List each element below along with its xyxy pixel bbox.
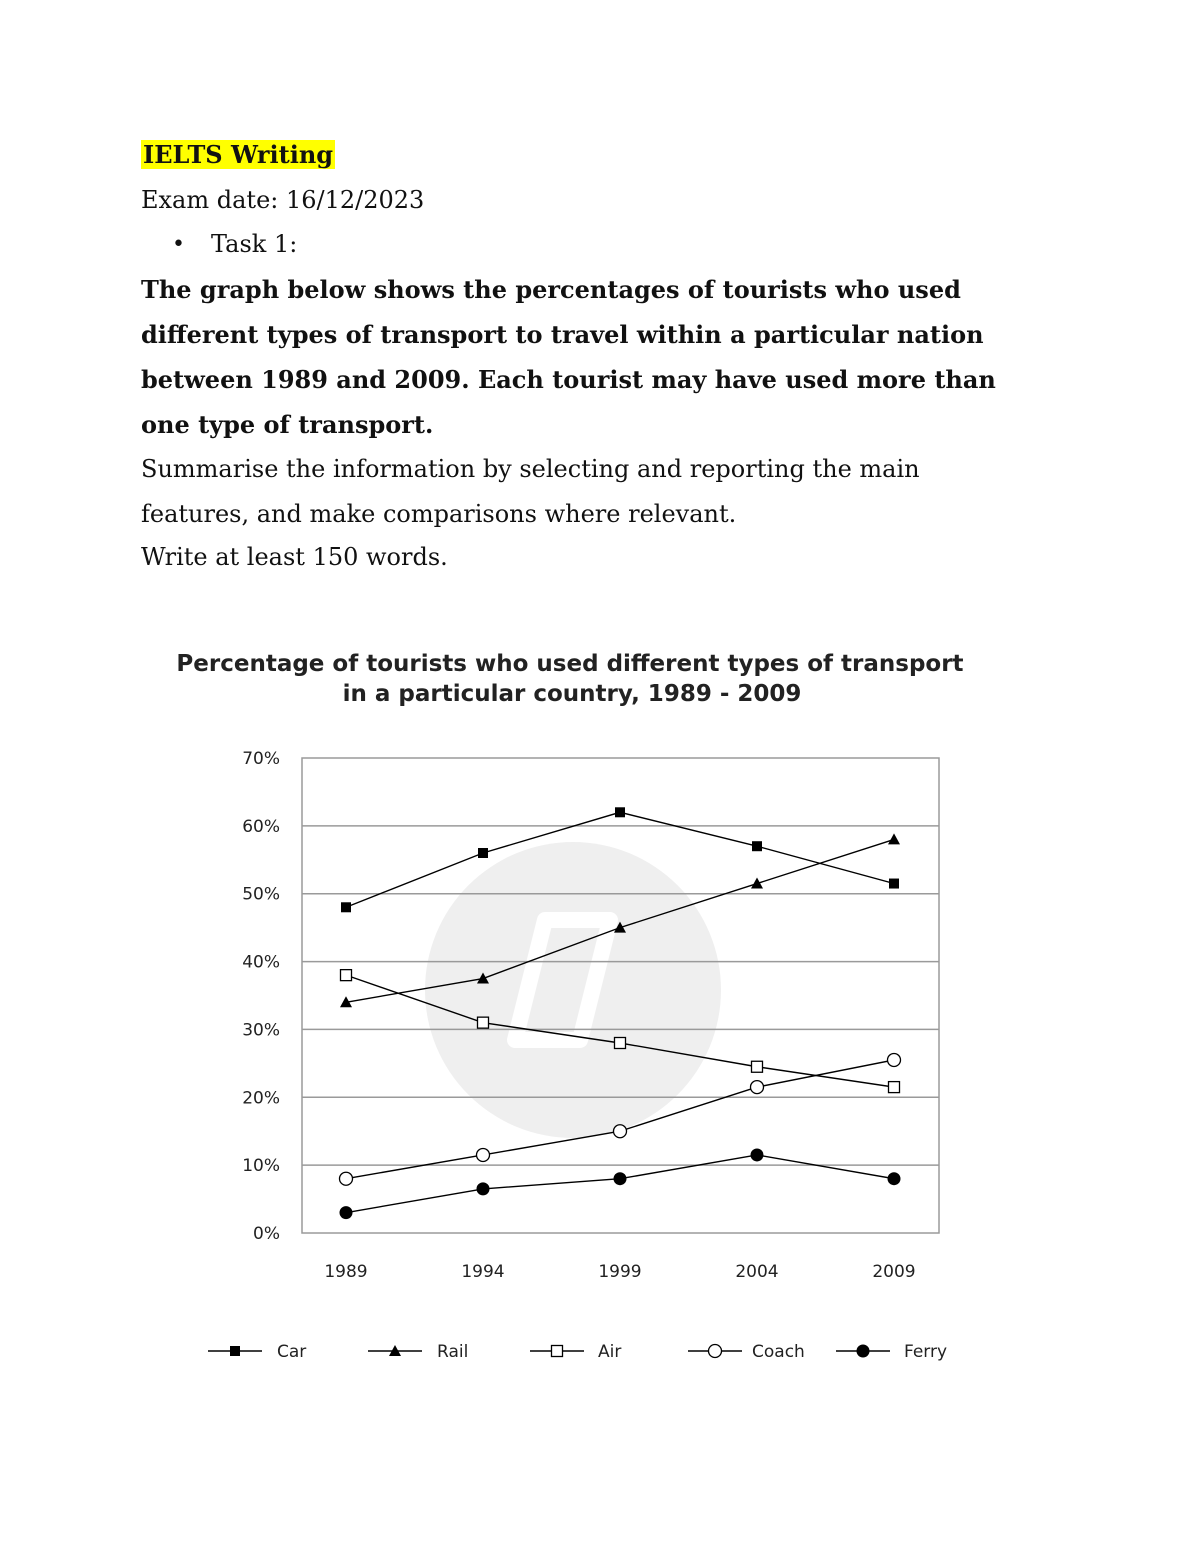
task-label: Task 1: [211,230,298,258]
watermark-logo [425,842,721,1138]
y-tick-label: 70% [242,749,280,769]
line-chart [0,620,1200,1400]
y-tick-label: 10% [242,1156,280,1177]
data-point-ferry [614,1172,627,1185]
y-tick-label: 60% [242,816,280,837]
data-point-car [752,841,762,851]
x-tick-label: 1994 [461,1262,505,1282]
data-point-coach [888,1053,901,1066]
data-point-car [478,848,488,858]
data-point-ferry [751,1148,764,1161]
data-point-ferry [477,1182,490,1195]
y-tick-label: 0% [253,1224,280,1244]
instruction-line-2: features, and make comparisons where relevant. [141,500,737,528]
data-point-car [889,879,899,889]
prompt-line-4: one type of transport. [141,410,434,439]
x-tick-label: 1989 [324,1262,368,1282]
legend-marker-air [552,1346,563,1357]
legend-label-coach: Coach [752,1342,805,1362]
data-point-ferry [888,1172,901,1185]
legend-marker-coach [709,1345,722,1358]
exam-date: Exam date: 16/12/2023 [141,186,425,214]
bullet-icon: • [172,232,185,257]
legend-label-air: Air [598,1342,622,1362]
legend-label-ferry: Ferry [904,1342,948,1362]
data-point-air [615,1038,626,1049]
watermark-circle [425,842,721,1138]
y-tick-label: 50% [242,884,280,905]
instruction-line-3: Write at least 150 words. [141,543,448,571]
data-point-car [615,807,625,817]
data-point-coach [751,1081,764,1094]
prompt-line-1: The graph below shows the percentages of tourists who used [141,275,961,304]
x-tick-label: 1999 [598,1262,642,1282]
instruction-line-1: Summarise the information by selecting and reporting the main [141,455,920,483]
data-point-air [752,1061,763,1072]
legend-marker-car [230,1346,240,1356]
prompt-line-3: between 1989 and 2009. Each tourist may have used more than [141,365,996,394]
prompt-line-2: different types of transport to travel within a particular nation [141,320,984,349]
data-point-coach [477,1148,490,1161]
chart-title-line-1: Percentage of tourists who used different types of transport [176,651,964,677]
legend-marker-ferry [857,1345,870,1358]
y-tick-label: 30% [242,1020,280,1041]
data-point-coach [614,1125,627,1138]
chart-title-line-2: in a particular country, 1989 - 2009 [342,681,802,707]
heading-line [141,140,335,169]
y-tick-label: 20% [242,1088,280,1109]
data-point-car [341,902,351,912]
legend-label-rail: Rail [437,1342,469,1362]
data-point-ferry [340,1206,353,1219]
data-point-air [478,1017,489,1028]
legend-label-car: Car [277,1342,307,1362]
data-point-rail [888,833,900,844]
data-point-coach [340,1172,353,1185]
data-point-rail [751,878,763,889]
heading-highlight: IELTS Writing [143,140,334,169]
x-tick-label: 2009 [872,1262,916,1282]
data-point-air [341,970,352,981]
x-tick-label: 2004 [735,1262,779,1282]
data-point-air [889,1082,900,1093]
y-tick-label: 40% [242,952,280,973]
